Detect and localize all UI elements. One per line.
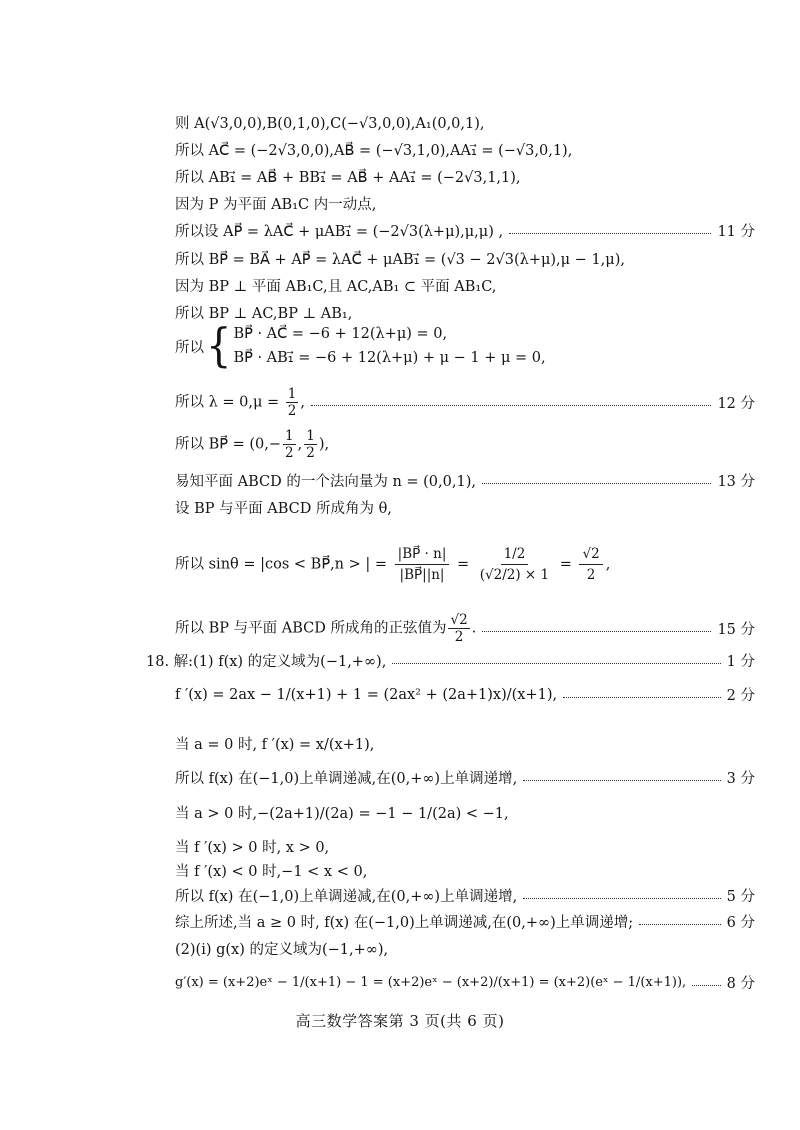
line-text (175, 386, 305, 419)
dot-leader (311, 405, 711, 406)
line-text: 所以 AC⃗ = (−2√3,0,0),AB⃗ = (−√3,1,0),AA₁⃗ = (−√3,0,1), (175, 143, 573, 159)
frac-den: 2 (287, 403, 297, 419)
solution-line (175, 248, 755, 269)
fraction (477, 544, 552, 585)
frac-den: 2 (454, 629, 464, 645)
frac-num: 1/2 (501, 544, 529, 565)
dot-leader (482, 483, 711, 484)
line-text: (2)(ⅰ) g(x) 的定义域为(−1,+∞), (175, 942, 389, 958)
solution-line (175, 802, 755, 823)
frac-num: √2 (579, 544, 602, 565)
line-text: 18. 解:(1) f(x) 的定义域为(−1,+∞), (146, 654, 387, 670)
sin-tail: , (605, 556, 611, 573)
frac-den: 2 (306, 445, 315, 461)
dot-leader (392, 663, 720, 664)
solution-line (175, 166, 755, 187)
solution-line (175, 938, 755, 959)
line-text: g′(x) = (x+2)eˣ − 1/(x+1) − 1 = (x+2)eˣ − (x+2)/(x+1) = (x+2)(eˣ − 1/(x+1)), (175, 975, 687, 990)
page-footer: 高三数学答案第 3 页(共 6 页) (295, 1012, 505, 1030)
solution-line (175, 836, 755, 857)
fraction (395, 544, 450, 585)
solution-line (175, 139, 755, 160)
fraction (448, 612, 469, 645)
dot-leader (523, 780, 720, 781)
system-prefix: 所以 (175, 339, 204, 356)
dot-leader (482, 631, 711, 632)
conclusion-prefix: 所以 BP 与平面 ABCD 所成角的正弦值为 (175, 620, 447, 637)
frac-num: √2 (450, 612, 468, 628)
line-text: 所以 f(x) 在(−1,0)上单调递减,在(0,+∞)上单调递增, (175, 771, 518, 787)
solution-line (175, 193, 755, 214)
solution-line (175, 544, 755, 585)
score-mark: 2 分 (726, 688, 755, 704)
score-mark: 3 分 (726, 771, 755, 787)
line-text: 则 A(√3,0,0),B(0,1,0),C(−√3,0,0),A₁(0,0,1), (175, 116, 485, 132)
solution-line-scored (175, 612, 755, 645)
solution-line (175, 112, 755, 133)
frac-den: 2 (285, 445, 294, 461)
fraction (286, 386, 299, 419)
equation-system (175, 319, 546, 373)
score-mark: 13 分 (717, 474, 755, 490)
line-text: 设 BP 与平面 ABCD 所成角为 θ, (175, 501, 392, 517)
solution-line-scored (175, 885, 755, 906)
left-brace: { (206, 319, 232, 373)
solution-line-scored (175, 386, 755, 419)
score-mark: 5 分 (726, 889, 755, 905)
bp-prefix: 所以 BP⃗ = (0,− (175, 436, 282, 453)
equals: = (555, 556, 577, 573)
solution-line (175, 302, 755, 323)
line-text: 因为 BP ⊥ 平面 AB₁C,且 AC,AB₁ ⊂ 平面 AB₁C, (175, 279, 497, 295)
equals: = (452, 556, 474, 573)
line-text: 综上所述,当 a ≥ 0 时, f(x) 在(−1,0)上单调递减,在(0,+∞)上单调递增; (175, 915, 634, 931)
dot-leader (509, 233, 711, 234)
fraction (283, 428, 296, 461)
line-text: 易知平面 ABCD 的一个法向量为 n = (0,0,1), (175, 474, 476, 490)
frac-den: |BP⃗||n| (399, 567, 445, 583)
bp-tail: ), (318, 436, 330, 453)
frac-den: 2 (586, 567, 596, 583)
frac-num: 1 (287, 386, 297, 402)
line-text: 所以设 AP⃗ = λAC⃗ + μAB₁⃗ = (−2√3(λ+μ),μ,μ) , (175, 224, 504, 240)
line-text: 当 f ′(x) < 0 时,−1 < x < 0, (175, 864, 368, 880)
score-mark: 12 分 (717, 396, 755, 412)
line-text (175, 612, 476, 645)
line-text (175, 428, 329, 461)
lambda-text: 所以 λ = 0,μ = (175, 394, 284, 411)
score-mark: 6 分 (726, 915, 755, 931)
dot-leader (692, 985, 720, 986)
line-text: 当 a = 0 时, f ′(x) = x/(x+1), (175, 737, 375, 753)
frac-num: |BP⃗ · n| (395, 544, 450, 565)
system-eq-1: BP⃗ · AC⃗ = −6 + 12(λ+μ) = 0, (233, 326, 448, 342)
line-text: 所以 f(x) 在(−1,0)上单调递减,在(0,+∞)上单调递增, (175, 889, 518, 905)
solution-line-scored (175, 220, 755, 241)
system-eq-2: BP⃗ · AB₁⃗ = −6 + 12(λ+μ) + μ − 1 + μ = 0, (233, 350, 546, 366)
fraction (579, 544, 602, 585)
dot-leader (639, 924, 721, 925)
solution-line-scored (175, 911, 755, 932)
solution-line (175, 733, 755, 754)
solution-line-scored (175, 470, 755, 491)
score-mark: 11 分 (717, 224, 755, 240)
system-equations (233, 322, 545, 370)
line-text (175, 544, 610, 585)
dot-leader (523, 898, 720, 899)
frac-num: 1 (285, 428, 294, 444)
solution-line-scored (175, 767, 755, 788)
line-text: 所以 AB₁⃗ = AB⃗ + BB₁⃗ = AB⃗ + AA₁⃗ = (−2√3,1,1), (175, 170, 521, 186)
frac-num: 1 (306, 428, 315, 444)
bp-mid: , (297, 436, 303, 453)
score-mark: 15 分 (717, 622, 755, 638)
line-text: f ′(x) = 2ax − 1/(x+1) + 1 = (2ax² + (2a+1)x)/(x+1), (175, 686, 558, 703)
line-text: 所以 BP ⊥ AC,BP ⊥ AB₁, (175, 306, 353, 322)
score-mark: 1 分 (726, 654, 755, 670)
score-mark: 8 分 (726, 976, 755, 992)
solution-line (175, 428, 755, 461)
line-text: 所以 BP⃗ = BA⃗ + AP⃗ = λAC⃗ + μAB₁⃗ = (√3 − 2√3(λ+μ),μ − 1,μ), (175, 252, 625, 268)
solution-line (175, 275, 755, 296)
solution-line (175, 497, 755, 518)
line-text: 当 a > 0 时,−(2a+1)/(2a) = −1 − 1/(2a) < −1, (175, 806, 509, 822)
dot-leader (563, 697, 721, 698)
solution-line-scored (175, 684, 755, 705)
frac-den: (√2/2) × 1 (479, 567, 550, 583)
line-text: 因为 P 为平面 AB₁C 内一动点, (175, 197, 377, 213)
fraction (304, 428, 317, 461)
lambda-tail: , (300, 394, 305, 411)
line-text: 当 f ′(x) > 0 时, x > 0, (175, 840, 330, 856)
solution-line-scored (175, 972, 755, 993)
solution-line (175, 860, 755, 881)
sin-prefix: 所以 sinθ = |cos < BP⃗,n > | = (175, 556, 392, 573)
conclusion-tail: . (471, 620, 477, 637)
solution-line-scored (146, 650, 755, 671)
